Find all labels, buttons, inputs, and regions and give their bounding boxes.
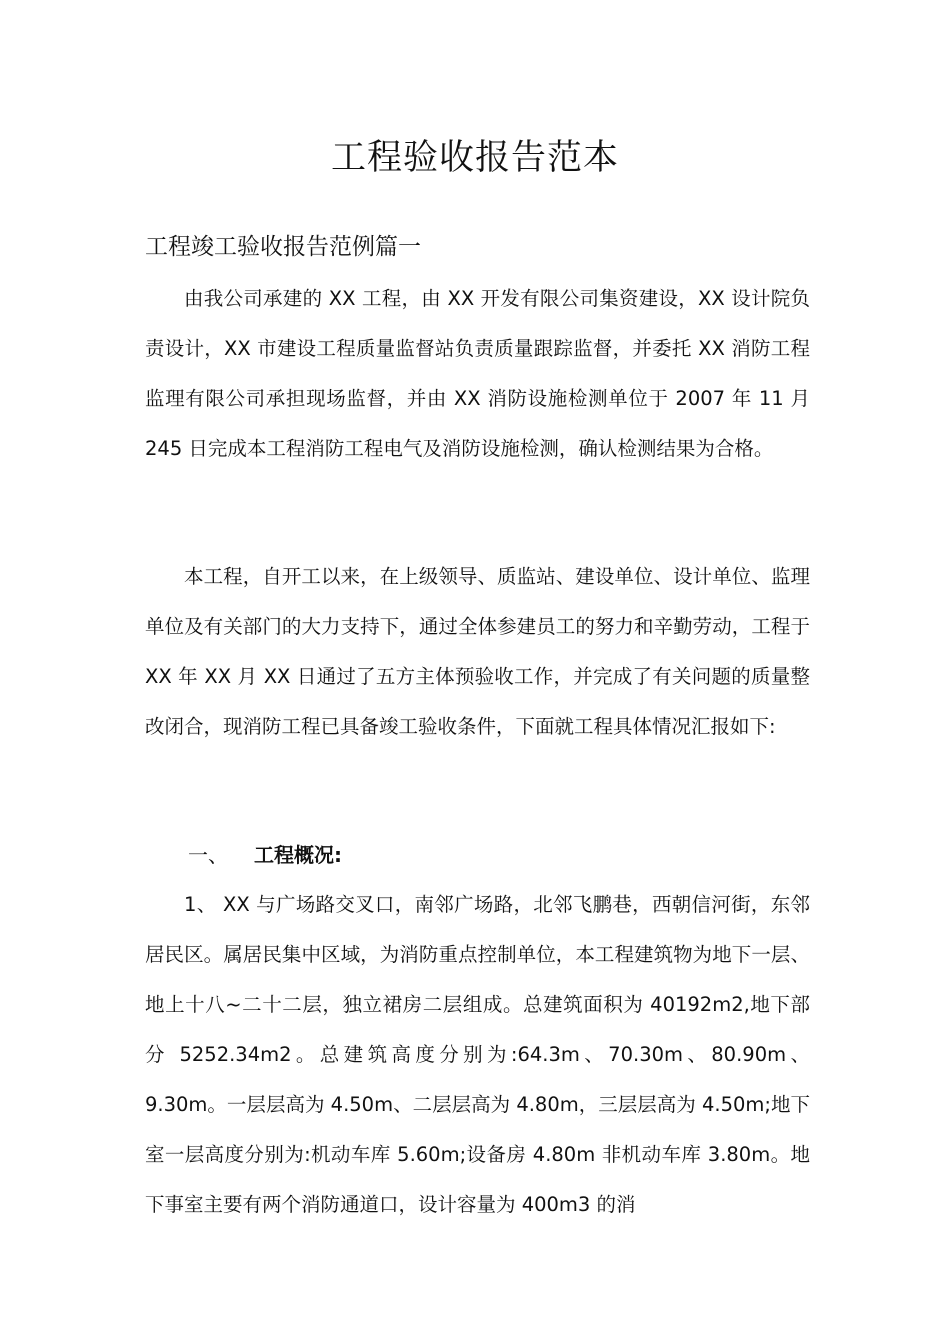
document-subtitle: 工程竣工验收报告范例篇一	[145, 234, 421, 260]
paragraph-3-block	[145, 880, 810, 1230]
paragraph-1-block	[145, 274, 810, 474]
section-heading-text: 工程概况:	[254, 843, 342, 867]
paragraph-2: 本工程，自开工以来，在上级领导、质监站、建设单位、设计单位、监理单位及有关部门的大力支持下，通过全体参建员工的努力和辛勤劳动，工程于 XX 年 XX 月 XX 日通过了五方主体预验收工作，并完成了有关问题的质量整改闭合，现消防工程已具备竣工验收条件，下面就工程具体情况汇报如下:	[145, 565, 810, 738]
paragraph-2-block	[145, 552, 810, 752]
paragraph-1: 由我公司承建的 XX 工程，由 XX 开发有限公司集资建设，XX 设计院负责设计，XX 市建设工程质量监督站负责质量跟踪监督，并委托 XX 消防工程监理有限公司承担现场监督，并由 XX 消防设施检测单位于 2007 年 11 月 245 日完成本工程消防工程电气及消防设施检测，确认检测结果为合格。	[145, 287, 810, 460]
section-number: 一、	[188, 843, 228, 867]
paragraph-3: 1、 XX 与广场路交叉口，南邻广场路，北邻飞鹏巷，西朝信河街，东邻居民区。属居民集中区域，为消防重点控制单位，本工程建筑物为地下一层、地上十八~二十二层，独立裙房二层组成。总建筑面积为 40192m2,地下部分 5252.34m2。总建筑高度分别为:64.3m、70.30m、80.90m、9.30m。一层层高为 4.50m、二层层高为 4.80m，三层层高为 4.50m;地下室一层高度分别为:机动车库 5.60m;设备房 4.80m 非机动车库 3.80m。地下事室主要有两个消防通道口，设计容量为 400m3 的消	[145, 893, 810, 1216]
section-heading	[188, 830, 342, 880]
document-title: 工程验收报告范本	[330, 138, 619, 178]
